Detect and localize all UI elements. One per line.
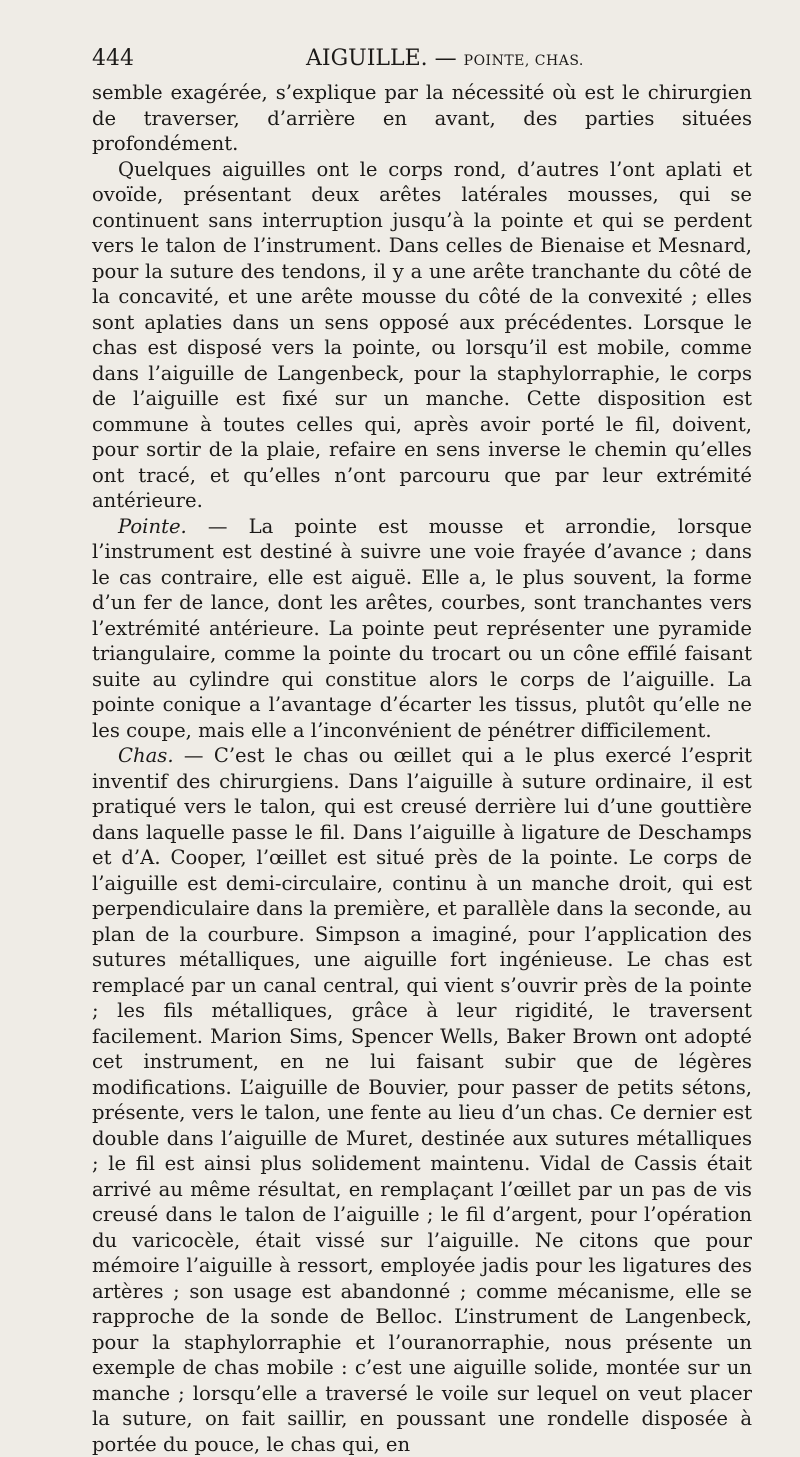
page-number: 444 [92,46,134,71]
paragraph-needle-body [92,157,752,514]
section-lead-pointe: Pointe. [118,514,187,538]
section-lead-chas: Chas. [118,744,174,767]
paragraph-text: — La pointe est mousse et arrondie, lorsque l’instrument est destiné à suivre une voie frayée d’avance ; dans le cas contraire, elle est aiguë. Elle a, le plus souvent, la forme d’un fer de lance, dont les arêtes, courbes, sont tranchantes vers l’extrémité antérieure. La pointe peut représenter une pyramide triangulaire, comme la pointe du trocart ou un cône effilé faisant suite au cylindre qui constitue alors le corps de l’aiguille. La pointe conique a l’avantage d’écarter les tissus, plutôt qu’elle ne les coupe, mais elle a l’inconvénient de pénétrer difficilement. [92,514,752,742]
paragraph-chas [92,743,752,1457]
paragraph-pointe [92,514,752,744]
paragraph-text: semble exagérée, s’explique par la nécessité où est le chirurgien de traverser, d’arrière en avant, des parties situées profondément. [92,81,752,155]
running-head-separator: — [434,46,457,71]
paragraph-text: — C’est le chas ou œillet qui a le plus exercé l’esprit inventif des chirurgiens. Dans l’aiguille à suture ordinaire, il est pratiqué vers le talon, qui est creusé derrière lui d’une gouttière dans laquelle passe le fil. Dans l’aiguille à ligature de Deschamps et d’A. Cooper, l’œillet est situé près de la pointe. Le corps de l’aiguille est demi-circulaire, continu à un manche droit, qui est perpendiculaire dans la première, et parallèle dans la seconde, au plan de la courbure. Simpson a imaginé, pour l’application des sutures métalliques, une aiguille fort ingénieuse. Le chas est remplacé par un canal central, qui vient s’ouvrir près de la pointe ; les fils métalliques, grâce à leur rigidité, le traversent facilement. Marion Sims, Spencer Wells, Baker Brown ont adopté cet instrument, en ne lui faisant subir que de légères modifications. L’aiguille de Bouvier, pour passer de petits sétons, présente, vers le talon, une fente au lieu d’un chas. Ce dernier est double dans l’aiguille de Muret, destinée aux sutures métalliques ; le fil est ainsi plus solidement maintenu. Vidal de Cassis était arrivé au même résultat, en remplaçant l’œillet par un pas de vis creusé dans le talon de l’aiguille ; le fil d’argent, pour l’opération du varicocèle, était vissé sur l’aiguille. Ne citons que pour mémoire l’aiguille à ressort, employée jadis pour les ligatures des artères ; son usage est abandonné ; comme mécanisme, elle se rapproche de la sonde de Belloc. L’instrument de Langenbeck, pour la staphylorraphie et l’ouranorraphie, nous présente un exemple de chas mobile : c’est une aiguille solide, montée sur un manche ; lorsqu’elle a traversé le voile sur lequel on veut placer la suture, on fait saillir, en poussant une rondelle disposée à portée du pouce, le chas qui, en [92,744,752,1456]
paragraph-text: Quelques aiguilles ont le corps rond, d’autres l’ont aplati et ovoïde, présentant deux arêtes latérales mousses, qui se continuent sans interruption jusqu’à la pointe et qui se perdent vers le talon de l’instrument. Dans celles de Bienaise et Mesnard, pour la suture des tendons, il y a une arête tranchante du côté de la concavité, et une arête mousse du côté de la convexité ; elles sont aplaties dans un sens opposé aux précédentes. Lorsque le chas est disposé vers la pointe, ou lorsqu’il est mobile, comme dans l’aiguille de Langenbeck, pour la staphylorraphie, le corps de l’aiguille est fixé sur un manche. Cette disposition est commune à toutes celles qui, après avoir porté le fil, doivent, pour sortir de la plaie, refaire en sens inverse le chemin qu’elles ont tracé, et qu’elles n’ont parcouru que par leur extrémité antérieure. [92,157,752,512]
running-head-subtitle: POINTE, CHAS. [463,53,584,69]
paragraph-continuation [92,80,752,157]
page-header [92,42,752,76]
running-head [306,42,584,78]
running-head-title: AIGUILLE. [306,46,428,71]
body-text [92,80,752,1457]
